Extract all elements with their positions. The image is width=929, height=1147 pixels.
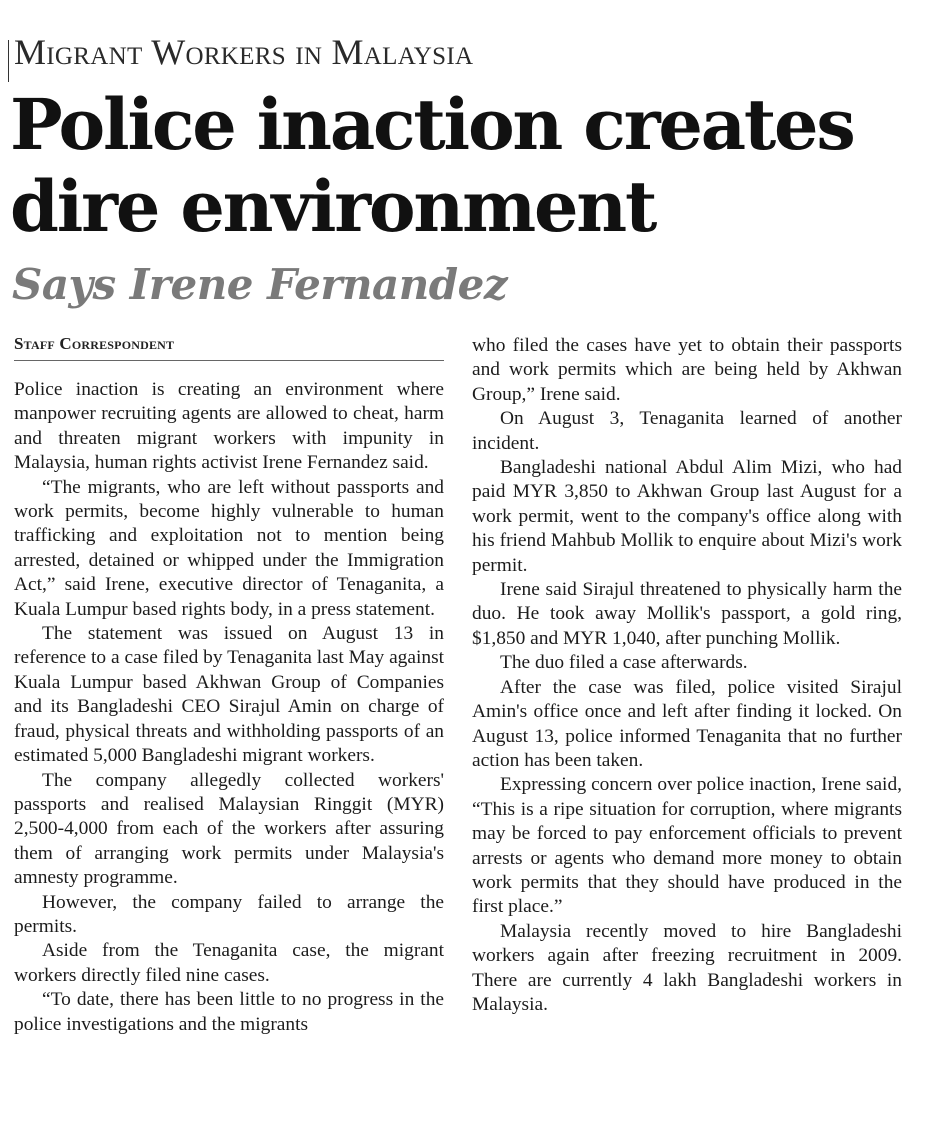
byline: Staff Correspondent: [14, 334, 444, 361]
paragraph: Irene said Sirajul threatened to physically harm the duo. He took away Mollik's passport, a gold ring, $1,850 and MYR 1,040, after punching Mollik.: [472, 579, 902, 649]
paragraph: Aside from the Tenaganita case, the migrant workers directly filed nine cases.: [14, 940, 444, 986]
article-column-left: [14, 378, 444, 1037]
paragraph: The company allegedly collected workers' passports and realised Malaysian Ringgit (MYR) 2,500-4,000 from each of the workers after assuring them of arranging work permits under Malaysia's amnesty programme.: [14, 769, 444, 889]
paragraph: On August 3, Tenaganita learned of another incident.: [472, 408, 902, 454]
paragraph: The statement was issued on August 13 in reference to a case filed by Tenaganita last May against Kuala Lumpur based Akhwan Group of Companies and its Bangladeshi CEO Sirajul Amin on charge of fraud, physical threats and withholding passports of an estimated 5,000 Bangladeshi migrant workers.: [14, 623, 444, 767]
paragraph: After the case was filed, police visited Sirajul Amin's office once and left after finding it locked. On August 13, police informed Tenaganita that no further action has been taken.: [472, 676, 902, 771]
paragraph: However, the company failed to arrange the permits.: [14, 891, 444, 937]
paragraph: “To date, there has been little to no progress in the police investigations and the migrants: [14, 989, 444, 1035]
paragraph: Police inaction is creating an environment where manpower recruiting agents are allowed to cheat, harm and threaten migrant workers with impunity in Malaysia, human rights activist Irene Fernandez said.: [14, 379, 444, 474]
article-column-right: [472, 334, 902, 1017]
headline: Police inaction creates dire environment: [10, 83, 854, 248]
subheadline: Says Irene Fernandez: [12, 260, 508, 309]
paragraph: who filed the cases have yet to obtain their passports and work permits which are being held by Akhwan Group,” Irene said.: [472, 335, 902, 405]
paragraph: Malaysia recently moved to hire Bangladeshi workers again after freezing recruitment in 2009. There are currently 4 lakh Bangladeshi workers in Malaysia.: [472, 920, 902, 1015]
section-kicker: Migrant Workers in Malaysia: [14, 32, 474, 72]
paragraph: Expressing concern over police inaction, Irene said, “This is a ripe situation for corruption, where migrants may be forced to pay enforcement officials to prevent arrests or agents who demand more money to obtain work permits that they should have produced in the first place.”: [472, 774, 902, 918]
paragraph: Bangladeshi national Abdul Alim Mizi, who had paid MYR 3,850 to Akhwan Group last August for a work permit, went to the company's office along with his friend Mahbub Mollik to enquire about Mizi's work permit.: [472, 457, 902, 576]
paragraph: The duo filed a case afterwards.: [500, 652, 748, 674]
paragraph: “The migrants, who are left without passports and work permits, become highly vulnerable to human trafficking and exploitation not to mention being arrested, detained or whipped under the Immigration Act,” said Irene, executive director of Tenaganita, a Kuala Lumpur based rights body, in a press statement.: [14, 476, 444, 620]
kicker-rule: [8, 40, 9, 82]
